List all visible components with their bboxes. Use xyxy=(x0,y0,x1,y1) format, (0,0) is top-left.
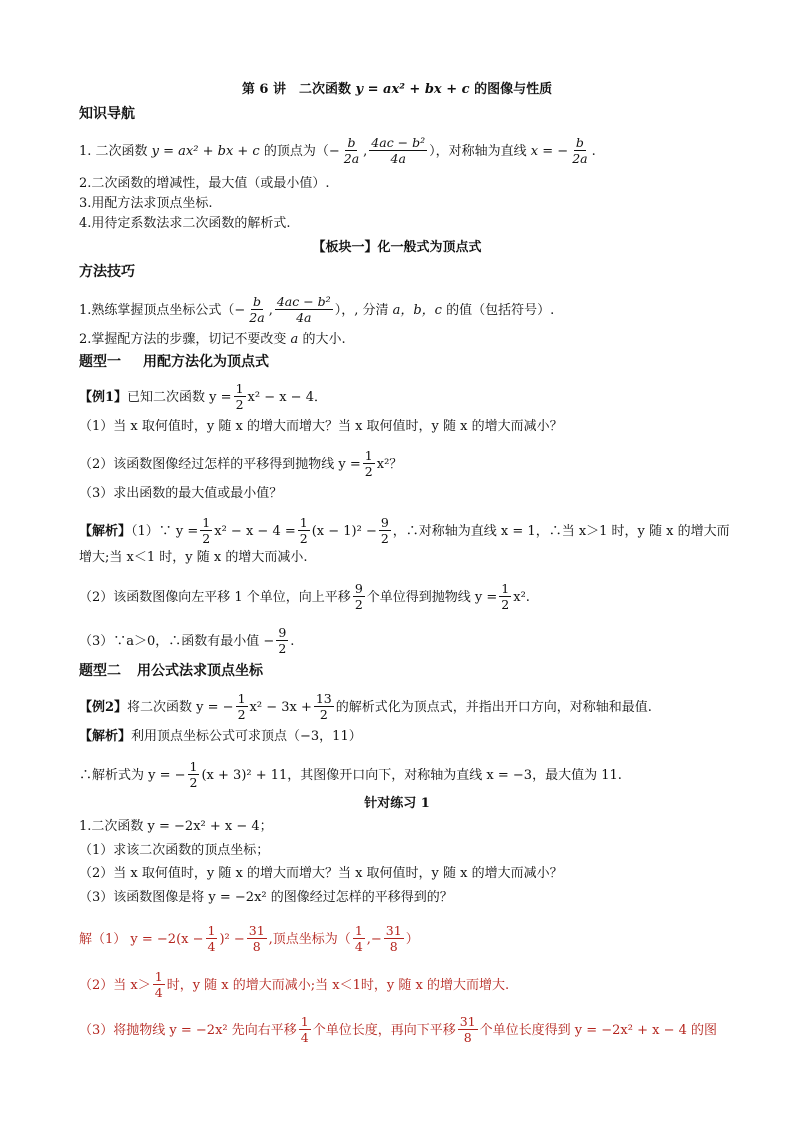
text-segment: )² − xyxy=(219,932,245,947)
text-segment: 用公式法求顶点坐标 xyxy=(137,663,263,679)
text-segment: , xyxy=(268,303,273,318)
text-segment: 题型二 xyxy=(79,663,121,679)
answer-part-1 xyxy=(79,924,732,955)
fraction xyxy=(188,759,200,790)
text-segment: 8 xyxy=(463,1030,472,1045)
text-segment: 【解析】 xyxy=(79,524,132,539)
text-segment: 1 xyxy=(299,515,308,530)
text-segment: 9 xyxy=(354,581,363,596)
guide-item-3: 3.用配方法求顶点坐标. xyxy=(79,196,213,211)
text-segment: ,顶点坐标为（ xyxy=(268,932,351,947)
text-segment: ），, 分清 xyxy=(334,303,393,318)
fraction xyxy=(153,969,165,1000)
text-segment: 1 xyxy=(237,691,246,706)
text-segment: b xyxy=(575,135,584,150)
text-segment: 2a xyxy=(572,151,588,166)
text-segment: 1 xyxy=(501,581,510,596)
text-segment: 1 xyxy=(364,448,373,463)
text-segment: 9 xyxy=(278,625,287,640)
text-segment: 4 xyxy=(154,985,163,1000)
text-segment: 2 xyxy=(235,397,244,412)
text-segment: 4ac − b² xyxy=(276,294,331,309)
text-segment: （2）该函数图像向左平移 1 个单位，向上平移 xyxy=(79,590,351,605)
text-segment: 8 xyxy=(252,939,261,954)
text-segment: 2a xyxy=(249,310,265,325)
text-segment: ∴解析式为 y = − xyxy=(79,768,186,783)
text-segment: 4 xyxy=(207,939,216,954)
text-segment: b xyxy=(347,135,356,150)
solution-2-line-1 xyxy=(79,727,732,747)
text-segment: 个单位长度得到 y = −2x² + x − 4 的图 xyxy=(479,1023,718,1038)
text-segment: 1 xyxy=(189,759,198,774)
guide-item-1 xyxy=(79,136,732,167)
text-segment: 1 xyxy=(354,923,363,938)
text-segment: 4a xyxy=(390,151,406,166)
text-segment: x². xyxy=(513,590,530,605)
text-segment: x²？ xyxy=(376,457,403,472)
text-segment: 2 xyxy=(189,775,198,790)
text-segment: a xyxy=(290,332,299,347)
text-segment: 【例2】 xyxy=(79,700,128,715)
text-segment: （3）∵a＞0，∴函数有最小值 − xyxy=(79,634,275,649)
text-segment: ，∴对称轴为直线 x = 1，∴当 x＞1 时，y 随 x 的增大而 xyxy=(392,524,730,539)
type-heading-2 xyxy=(79,661,732,681)
fraction xyxy=(236,691,248,722)
text-segment: (x − 1)² − xyxy=(311,524,377,539)
text-segment: 个单位得到抛物线 y = xyxy=(366,590,498,605)
practice-item: 1.二次函数 y = −2x² + x − 4； xyxy=(79,819,273,834)
fraction xyxy=(353,923,365,954)
text-segment: x² − x − 4 = xyxy=(214,524,296,539)
example-1-question-3: （3）求出函数的最大值或最小值？ xyxy=(79,486,283,501)
text-segment: 1 xyxy=(300,1014,309,1029)
solution-1-part-3 xyxy=(79,626,732,657)
practice-question-1: （1）求该二次函数的顶点坐标； xyxy=(79,843,270,858)
text-segment: 的顶点为（− xyxy=(259,144,340,159)
text-segment: 2 xyxy=(380,531,389,546)
text-segment: 13 xyxy=(315,691,332,706)
text-segment: 的值（包括符号）. xyxy=(441,303,555,318)
text-segment: 1. 二次函数 xyxy=(79,144,152,159)
fraction xyxy=(234,381,246,412)
text-segment: a，b，c xyxy=(392,303,442,318)
text-segment: 【例1】 xyxy=(79,390,128,405)
section-heading-guide: 知识导航 xyxy=(79,106,135,122)
text-segment: 31 xyxy=(385,923,402,938)
text-segment: 2 xyxy=(299,531,308,546)
example-2 xyxy=(79,692,732,723)
text-segment: ,− xyxy=(366,932,382,947)
text-segment: . xyxy=(591,144,596,159)
text-segment: 2 xyxy=(354,597,363,612)
answer-part-2 xyxy=(79,970,732,1001)
fraction xyxy=(298,515,310,546)
text-segment: 2.掌握配方法的步骤，切记不要改变 xyxy=(79,332,291,347)
text-segment: 的解析式化为顶点式，并指出开口方向，对称轴和最值. xyxy=(335,700,652,715)
practice-question-2: （2）当 x 取何值时，y 随 x 的增大而增大？当 x 取何值时，y 随 x 的增大而减小？ xyxy=(79,866,563,881)
solution-1-part-2 xyxy=(79,582,732,613)
text-segment: 利用顶点坐标公式可求顶点（−3，11） xyxy=(131,729,362,744)
text-segment: 2 xyxy=(501,597,510,612)
text-segment: 解（1） y = −2(x − xyxy=(79,932,204,947)
text-segment: y = ax² + bx + c xyxy=(151,144,260,159)
text-segment: 31 xyxy=(459,1014,476,1029)
text-segment: 时，y 随 x 的增大而减小;当 x＜1时，y 随 x 的增大而增大. xyxy=(166,978,510,993)
fraction xyxy=(369,135,427,166)
text-segment: 4 xyxy=(354,939,363,954)
practice-question-3: （3）该函数图像是将 y = −2x² 的图像经过怎样的平移得到的？ xyxy=(79,890,453,905)
text-segment: 1 xyxy=(154,969,163,984)
text-segment: 【解析】 xyxy=(79,729,132,744)
fraction xyxy=(379,515,391,546)
guide-item-4: 4.用待定系数法求二次函数的解析式. xyxy=(79,216,291,231)
fraction xyxy=(384,923,404,954)
solution-1-line-2: 增大;当 x＜1 时，y 随 x 的增大而减小. xyxy=(79,550,308,565)
text-segment: 9 xyxy=(380,515,389,530)
lesson-title xyxy=(0,80,794,100)
text-segment: 个单位长度，再向下平移 xyxy=(312,1023,456,1038)
text-segment: 2 xyxy=(364,464,373,479)
text-segment: 2 xyxy=(319,707,328,722)
text-segment: 1 xyxy=(202,515,211,530)
text-segment: 用配方法化为顶点式 xyxy=(143,354,269,370)
method-item-2 xyxy=(79,330,732,350)
text-segment: x² − 3x + xyxy=(249,700,312,715)
type-heading-1 xyxy=(79,352,732,372)
text-segment: 2a xyxy=(343,151,360,166)
text-segment: 1 xyxy=(235,381,244,396)
text-segment: 第 6 讲 二次函数 xyxy=(241,82,356,97)
fraction xyxy=(247,294,266,325)
fraction xyxy=(342,135,361,166)
example-1 xyxy=(79,382,732,413)
fraction xyxy=(200,515,212,546)
fraction xyxy=(276,625,288,656)
method-item-1 xyxy=(79,295,732,326)
solution-2-line-2 xyxy=(79,760,732,791)
fraction xyxy=(314,691,334,722)
text-segment: 2 xyxy=(237,707,246,722)
answer-part-3 xyxy=(79,1015,732,1046)
text-segment: 31 xyxy=(248,923,265,938)
text-segment: = − xyxy=(538,144,569,159)
text-segment: 1.熟练掌握顶点坐标公式（− xyxy=(79,303,246,318)
fraction xyxy=(299,1014,311,1045)
text-segment: 的大小. xyxy=(298,332,346,347)
text-segment: ），对称轴为直线 xyxy=(429,144,531,159)
text-segment: （1）∵ y = xyxy=(131,524,199,539)
text-segment: 的图像与性质 xyxy=(469,82,553,97)
fraction xyxy=(275,294,333,325)
text-segment: (x + 3)² + 11，其图像开口向下，对称轴为直线 x = −3，最大值为 11. xyxy=(201,768,622,783)
example-1-question-1: （1）当 x 取何值时，y 随 x 的增大而增大？当 x 取何值时，y 随 x 的增大而减小？ xyxy=(79,419,563,434)
fraction xyxy=(458,1014,478,1045)
solution-1-line-1 xyxy=(79,516,732,547)
text-segment: 已知二次函数 y = xyxy=(127,390,232,405)
text-segment: 4a xyxy=(296,310,312,325)
text-segment: 将二次函数 y = − xyxy=(127,700,234,715)
text-segment: （2）当 x＞ xyxy=(79,978,151,993)
text-segment: . xyxy=(290,634,295,649)
section-heading-methods: 方法技巧 xyxy=(79,264,135,280)
text-segment: , xyxy=(363,144,368,159)
text-segment: ） xyxy=(405,932,419,947)
fraction xyxy=(570,135,589,166)
text-segment: 4ac − b² xyxy=(371,135,426,150)
text-segment: y = ax² + bx + c xyxy=(355,82,470,97)
text-segment: x² − x − 4． xyxy=(247,390,327,405)
example-1-question-2 xyxy=(79,449,732,480)
text-segment: b xyxy=(252,294,261,309)
text-segment: 1 xyxy=(207,923,216,938)
text-segment: （2）该函数图像经过怎样的平移得到抛物线 y = xyxy=(79,457,361,472)
text-segment: x xyxy=(530,144,539,159)
fraction xyxy=(499,581,511,612)
text-segment: 题型一 xyxy=(79,354,121,370)
fraction xyxy=(363,448,375,479)
guide-item-2: 2.二次函数的增减性，最大值（或最小值）. xyxy=(79,176,330,191)
text-segment: 8 xyxy=(389,939,398,954)
text-segment: 2 xyxy=(202,531,211,546)
fraction xyxy=(247,923,267,954)
fraction xyxy=(206,923,218,954)
block-title: 【板块一】化一般式为顶点式 xyxy=(312,240,482,255)
text-segment: 2 xyxy=(278,641,287,656)
text-segment: 4 xyxy=(300,1030,309,1045)
practice-title: 针对练习 1 xyxy=(364,796,430,811)
fraction xyxy=(353,581,365,612)
text-segment: （3）将抛物线 y = −2x² 先向右平移 xyxy=(79,1023,297,1038)
